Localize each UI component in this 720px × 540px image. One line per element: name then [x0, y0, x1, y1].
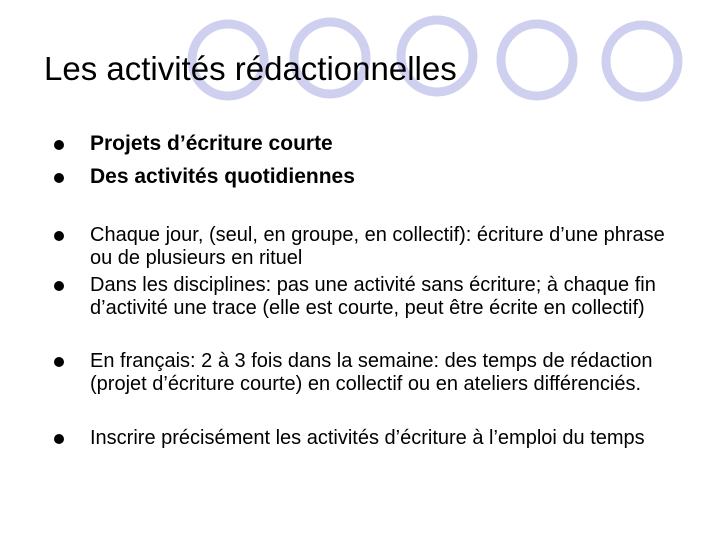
- bullet-icon: [54, 231, 64, 241]
- list-item-text: Chaque jour, (seul, en groupe, en collectif): écriture d’une phrase ou de plusieurs en rituel: [90, 224, 665, 269]
- list-item-text: En français: 2 à 3 fois dans la semaine: des temps de rédaction (projet d’écriture courte) en collectif ou en ateliers différenciés.: [90, 350, 653, 395]
- list-item: [90, 350, 680, 396]
- ring-5: [606, 25, 678, 97]
- ring-4: [501, 24, 573, 96]
- list-item-text: Projets d’écriture courte: [90, 132, 333, 155]
- slide-title: Les activités rédactionnelles: [44, 50, 457, 87]
- list-item-text: Des activités quotidiennes: [90, 165, 355, 188]
- bullet-icon: [54, 173, 64, 183]
- list-item: [90, 165, 680, 188]
- list-item: [90, 132, 680, 155]
- bullet-icon: [54, 434, 64, 444]
- bullet-icon: [54, 357, 64, 367]
- bullet-icon: [54, 140, 64, 150]
- list-item: [90, 274, 680, 320]
- list-item: [90, 224, 680, 270]
- list-item: [90, 427, 680, 450]
- bullet-icon: [54, 281, 64, 291]
- list-item-text: Dans les disciplines: pas une activité sans écriture; à chaque fin d’activité une trace (elle est courte, peut être écrite en collectif): [90, 274, 656, 319]
- list-item-text: Inscrire précisément les activités d’écriture à l’emploi du temps: [90, 427, 645, 449]
